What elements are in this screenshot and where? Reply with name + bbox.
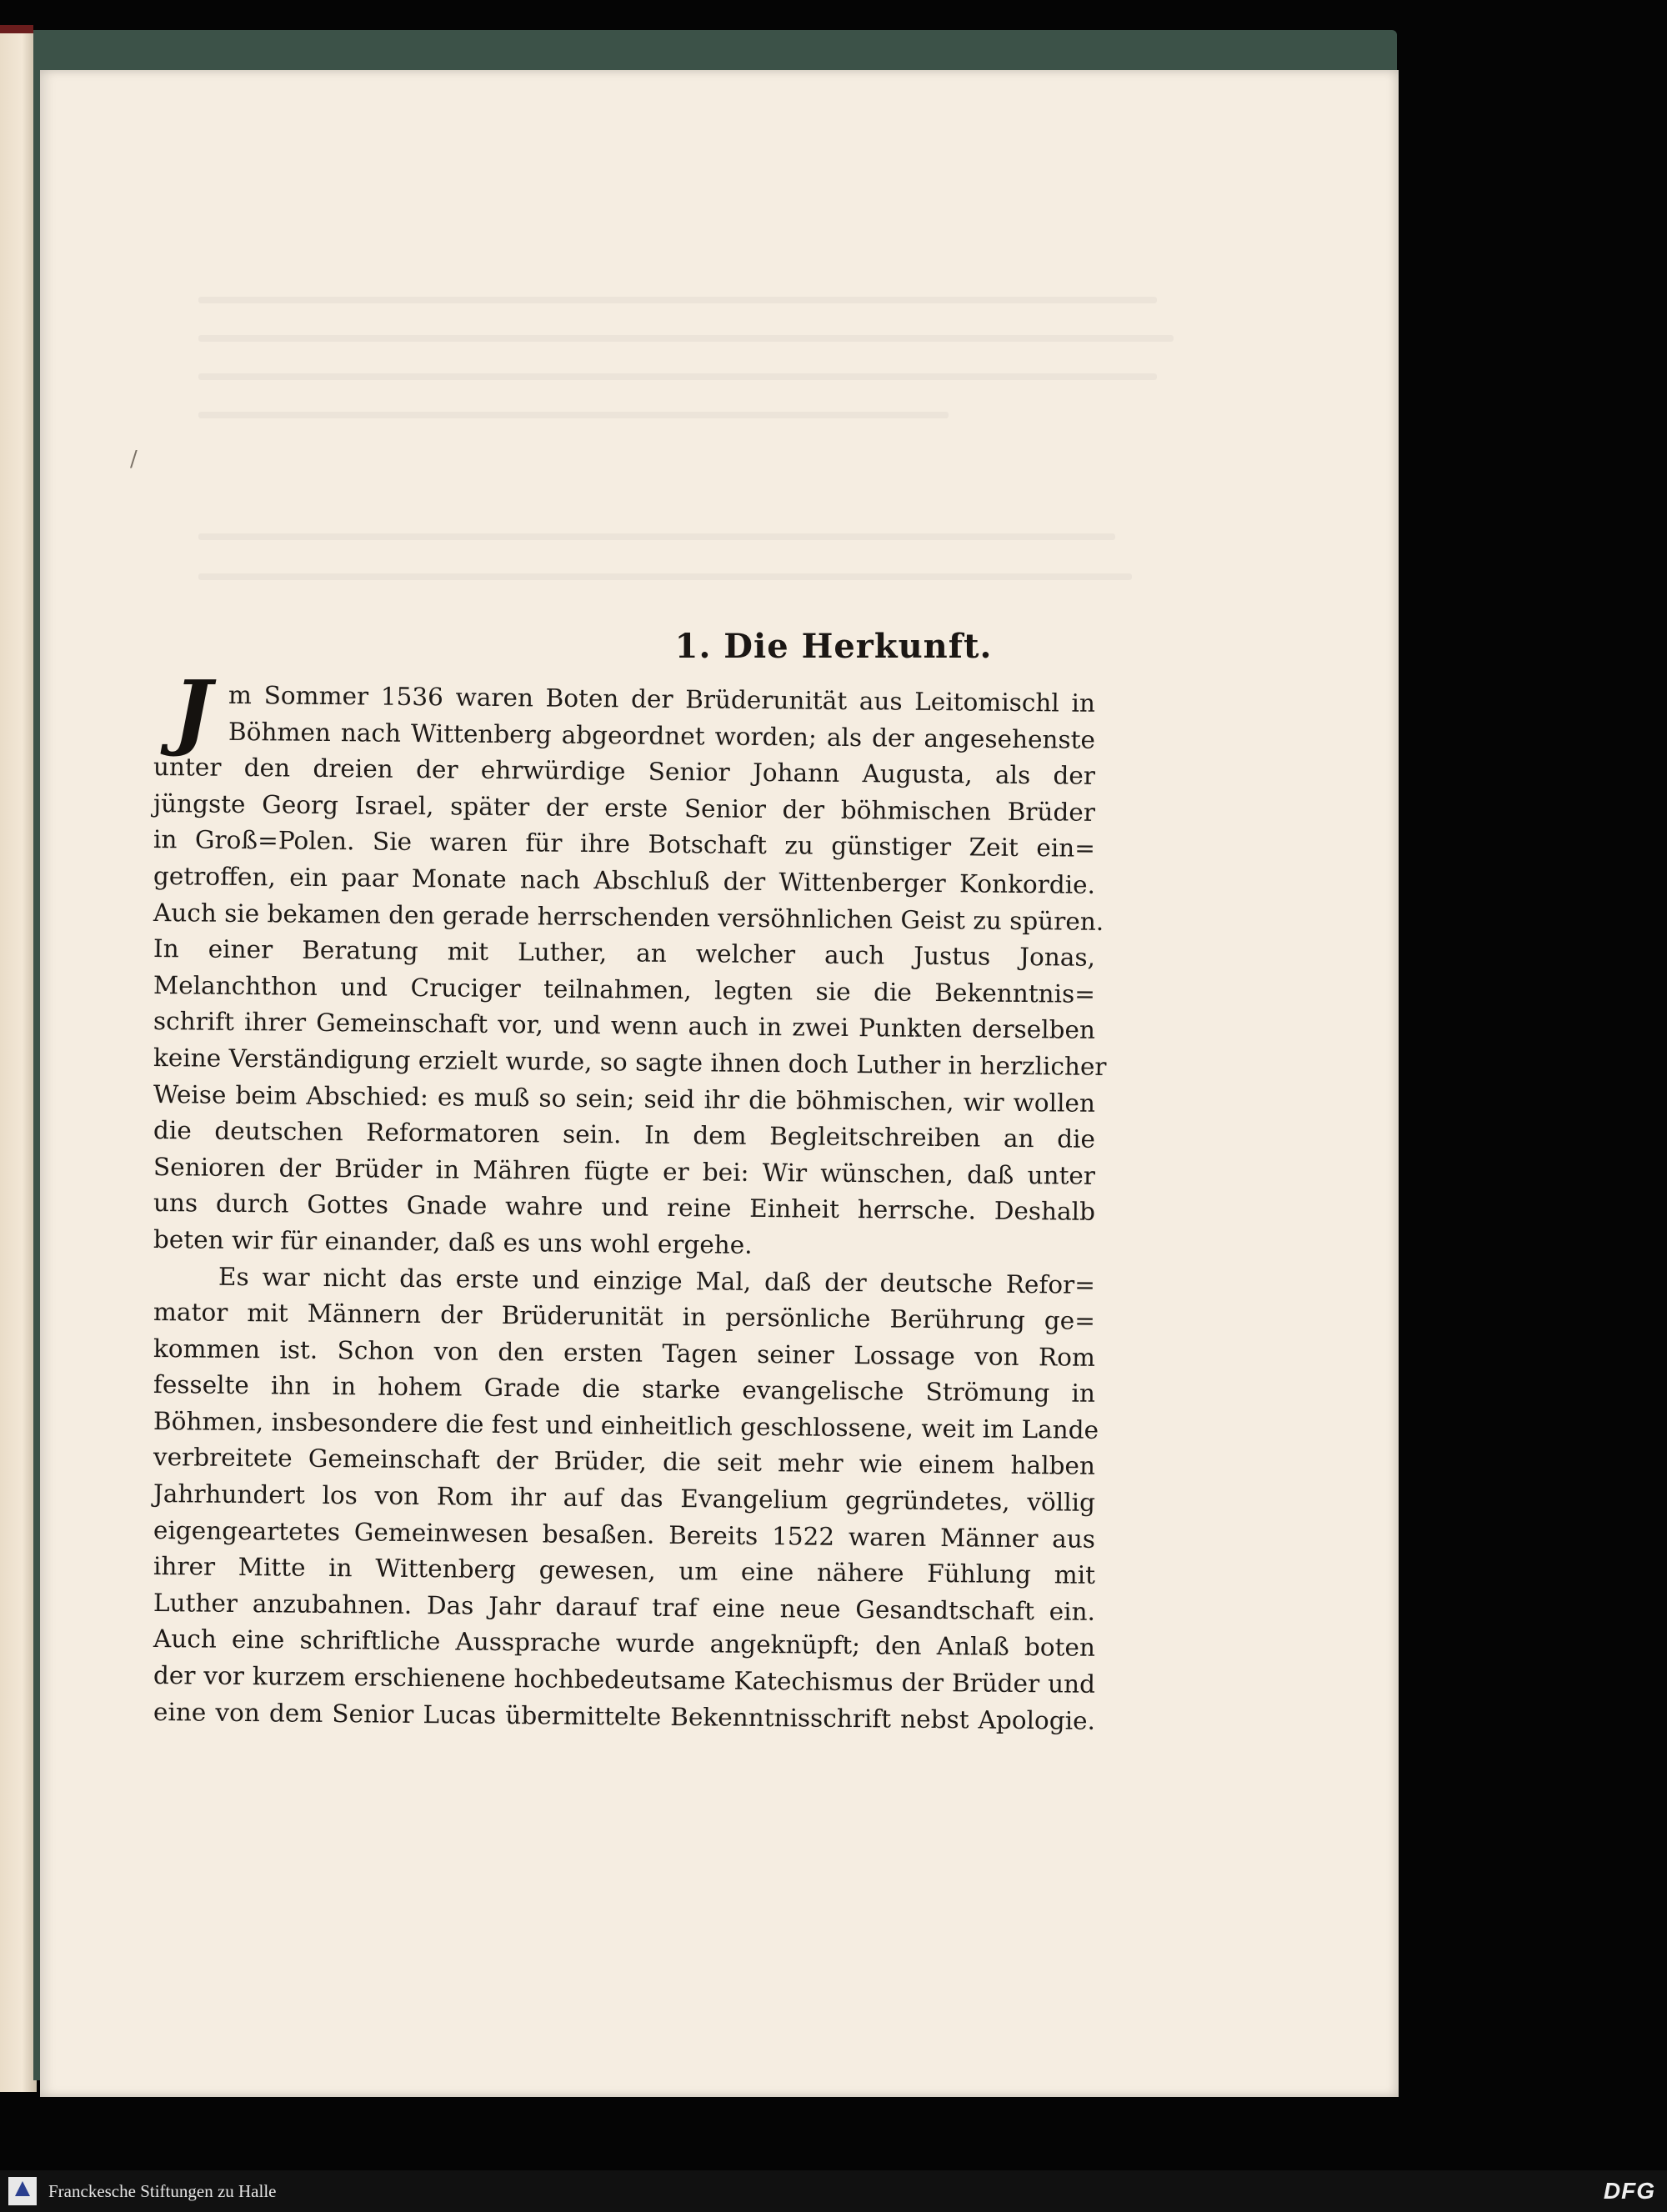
show-through-line [198, 373, 1157, 380]
text-line: beten wir für einander, daß es uns wohl ergehe. [153, 1224, 753, 1259]
chapter-heading: 1. Die Herkunft. [674, 627, 993, 666]
text-line: eigengeartetes Gemeinwesen besaßen. Bereits 1522 waren Männer aus [153, 1515, 1096, 1554]
body-text [153, 677, 1107, 1735]
show-through-line [198, 297, 1157, 303]
text-line: Es war nicht das erste und einzige Mal, daß der deutsche Refor= [218, 1262, 1096, 1299]
text-line: Böhmen, insbesondere die fest und einheitlich geschlossene, weit im Lande [153, 1406, 1099, 1444]
text-line: die deutschen Reformatoren sein. In dem Begleitschreiben an die [153, 1116, 1096, 1154]
show-through-line [198, 412, 949, 418]
dfg-logo[interactable]: DFG [1603, 2178, 1655, 2204]
text-line: getroffen, ein paar Monate nach Abschluß der Wittenberger Konkordie. [153, 861, 1096, 899]
text-line: jüngste Georg Israel, später der erste Senior der böhmischen Brüder [153, 788, 1096, 827]
text-line: mator mit Männern der Brüderunität in persönliche Berührung ge= [153, 1298, 1096, 1335]
show-through-line [198, 533, 1115, 540]
text-line: uns durch Gottes Gnade wahre und reine Einheit herrsche. Deshalb [153, 1189, 1096, 1227]
text-line: ihrer Mitte in Wittenberg gewesen, um eine nähere Fühlung mit [153, 1552, 1096, 1590]
text-line: Auch sie bekamen den gerade herrschenden versöhnlichen Geist zu spüren. [153, 898, 1104, 936]
text-line: Weise beim Abschied: es muß so sein; seid ihr die böhmischen, wir wollen [153, 1079, 1096, 1118]
text-line: Senioren der Brüder in Mähren fügte er bei: Wir wünschen, daß unter [153, 1152, 1096, 1190]
text-line: In einer Beratung mit Luther, an welcher auch Justus Jonas, [153, 934, 1096, 973]
text-line: Auch eine schriftliche Aussprache wurde angeknüpft; den Anlaß boten [153, 1624, 1096, 1663]
text-line: der vor kurzem erschienene hochbedeutsame Katechismus der Brüder und [153, 1661, 1096, 1699]
drop-cap-initial: J [173, 663, 213, 759]
text-line: verbreitete Gemeinschaft der Brüder, die seit mehr wie einem halben [153, 1443, 1096, 1481]
text-line: in Groß=Polen. Sie waren für ihre Botschaft zu günstiger Zeit ein= [153, 825, 1096, 863]
text-line: unter den dreien der ehrwürdige Senior Johann Augusta, als der [153, 753, 1096, 791]
text-line: m Sommer 1536 waren Boten der Brüderunität aus Leitomischl in [228, 680, 1096, 718]
text-line: Luther anzubahnen. Das Jahr darauf traf eine neue Gesandtschaft ein. [153, 1588, 1096, 1626]
left-page-sliver [0, 33, 37, 2092]
text-line: keine Verständigung erzielt wurde, so sagte ihnen doch Luther in herzlicher [153, 1043, 1107, 1081]
text-line: schrift ihrer Gemeinschaft vor, und wenn auch in zwei Punkten derselben [153, 1007, 1096, 1045]
text-line: fesselte ihn in hohem Grade die starke evangelische Strömung in [153, 1370, 1096, 1409]
logo-mark-icon [15, 2181, 30, 2196]
institution-logo-icon[interactable] [8, 2177, 37, 2205]
footer-bar [0, 2170, 1667, 2212]
margin-mark: / [130, 447, 138, 472]
show-through-line [198, 335, 1174, 342]
show-through-line [198, 573, 1132, 580]
institution-name[interactable]: Franckesche Stiftungen zu Halle [48, 2181, 277, 2201]
text-line: Melanchthon und Cruciger teilnahmen, legten sie die Bekenntnis= [153, 970, 1096, 1008]
text-line: Jahrhundert los von Rom ihr auf das Evangelium gegründetes, völlig [153, 1479, 1096, 1517]
text-line: kommen ist. Schon von den ersten Tagen seiner Lossage von Rom [153, 1334, 1096, 1372]
text-line: Böhmen nach Wittenberg abgeordnet worden; als der angesehenste [228, 717, 1096, 754]
text-line: eine von dem Senior Lucas übermittelte Bekenntnisschrift nebst Apologie. [153, 1697, 1096, 1735]
